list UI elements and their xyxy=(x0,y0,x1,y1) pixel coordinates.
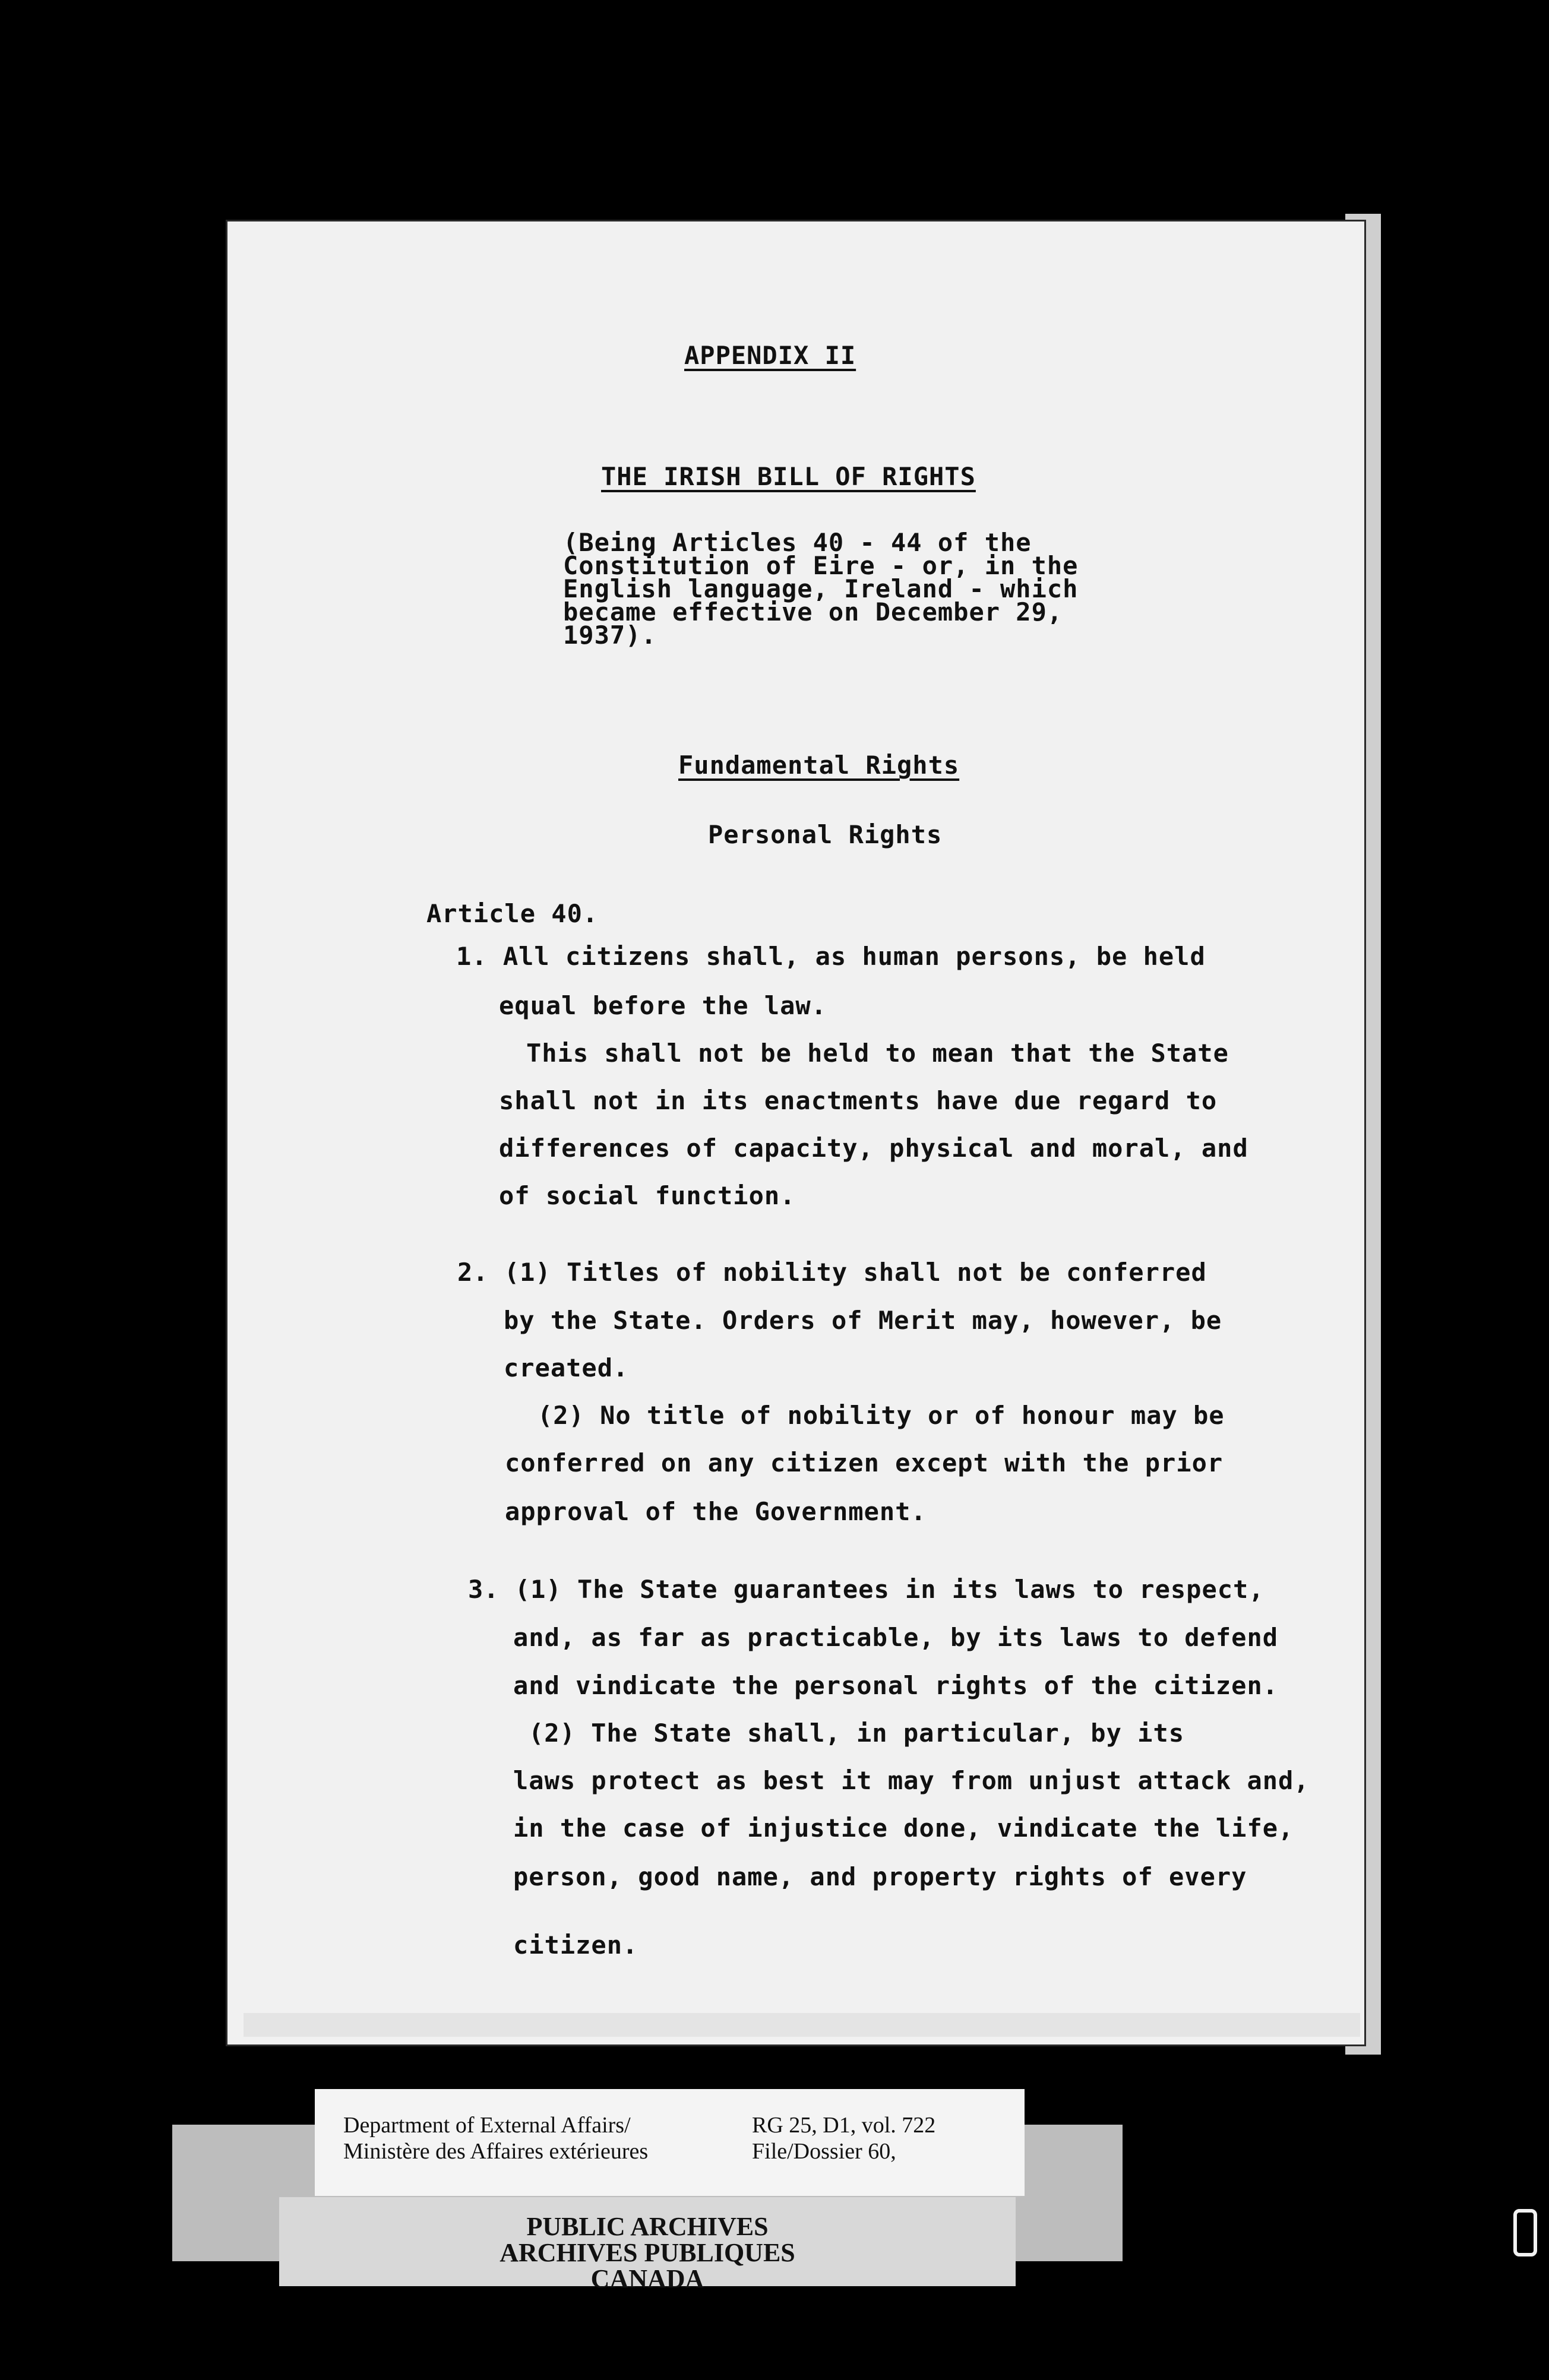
body-line: and, as far as practicable, by its laws to defend xyxy=(513,1623,1279,1652)
body-line: 3. (1) The State guarantees in its laws to respect, xyxy=(468,1575,1265,1604)
body-line: by the State. Orders of Merit may, however, be xyxy=(504,1306,1222,1335)
body-line: shall not in its enactments have due regard to xyxy=(499,1086,1218,1115)
body-line: created. xyxy=(504,1353,629,1382)
article-heading: Article 40. xyxy=(426,899,599,928)
appendix-heading: APPENDIX II xyxy=(684,341,856,370)
archive-stamp-line: PUBLIC ARCHIVES xyxy=(526,2212,769,2241)
subtitle-line: Constitution of Eire - or, in the xyxy=(563,551,1079,580)
subtitle-line: (Being Articles 40 - 44 of the xyxy=(563,528,1032,557)
body-line: differences of capacity, physical and moral, and xyxy=(499,1134,1248,1163)
body-line: conferred on any citizen except with the prior xyxy=(505,1448,1224,1477)
frame-marker-icon xyxy=(1513,2209,1537,2256)
body-line: This shall not be held to mean that the State xyxy=(526,1039,1229,1068)
archive-dept-en: Department of External Affairs/ xyxy=(343,2113,631,2138)
archive-ref: RG 25, D1, vol. 722 xyxy=(752,2113,936,2138)
body-line: citizen. xyxy=(513,1930,638,1960)
body-line: person, good name, and property rights of every xyxy=(513,1862,1247,1891)
body-line: 1. All citizens shall, as human persons, be held xyxy=(456,942,1206,971)
body-line: 2. (1) Titles of nobility shall not be conferred xyxy=(457,1258,1207,1287)
section-heading: Fundamental Rights xyxy=(678,751,960,780)
body-line: (2) No title of nobility or of honour may be xyxy=(538,1401,1225,1430)
archive-dept-fr: Ministère des Affaires extérieures xyxy=(343,2139,649,2164)
page-bottom-edge xyxy=(244,2013,1360,2037)
subsection-heading: Personal Rights xyxy=(708,820,943,849)
body-line: and vindicate the personal rights of the citizen. xyxy=(513,1671,1279,1700)
body-line: approval of the Government. xyxy=(505,1497,927,1526)
archive-file: File/Dossier 60, xyxy=(752,2139,896,2164)
body-line: laws protect as best it may from unjust attack and, xyxy=(513,1766,1310,1795)
body-line: in the case of injustice done, vindicate the life, xyxy=(513,1814,1294,1843)
body-line: of social function. xyxy=(499,1181,796,1210)
subtitle-line: 1937). xyxy=(563,621,657,650)
document-title: THE IRISH BILL OF RIGHTS xyxy=(601,462,976,491)
body-line: (2) The State shall, in particular, by its xyxy=(529,1718,1185,1748)
subtitle-line: became effective on December 29, xyxy=(563,597,1063,626)
body-line: equal before the law. xyxy=(499,991,827,1020)
archive-stamp-line: CANADA xyxy=(590,2264,704,2293)
subtitle-line: English language, Ireland - which xyxy=(563,574,1079,603)
archive-stamp-line: ARCHIVES PUBLIQUES xyxy=(500,2238,795,2267)
